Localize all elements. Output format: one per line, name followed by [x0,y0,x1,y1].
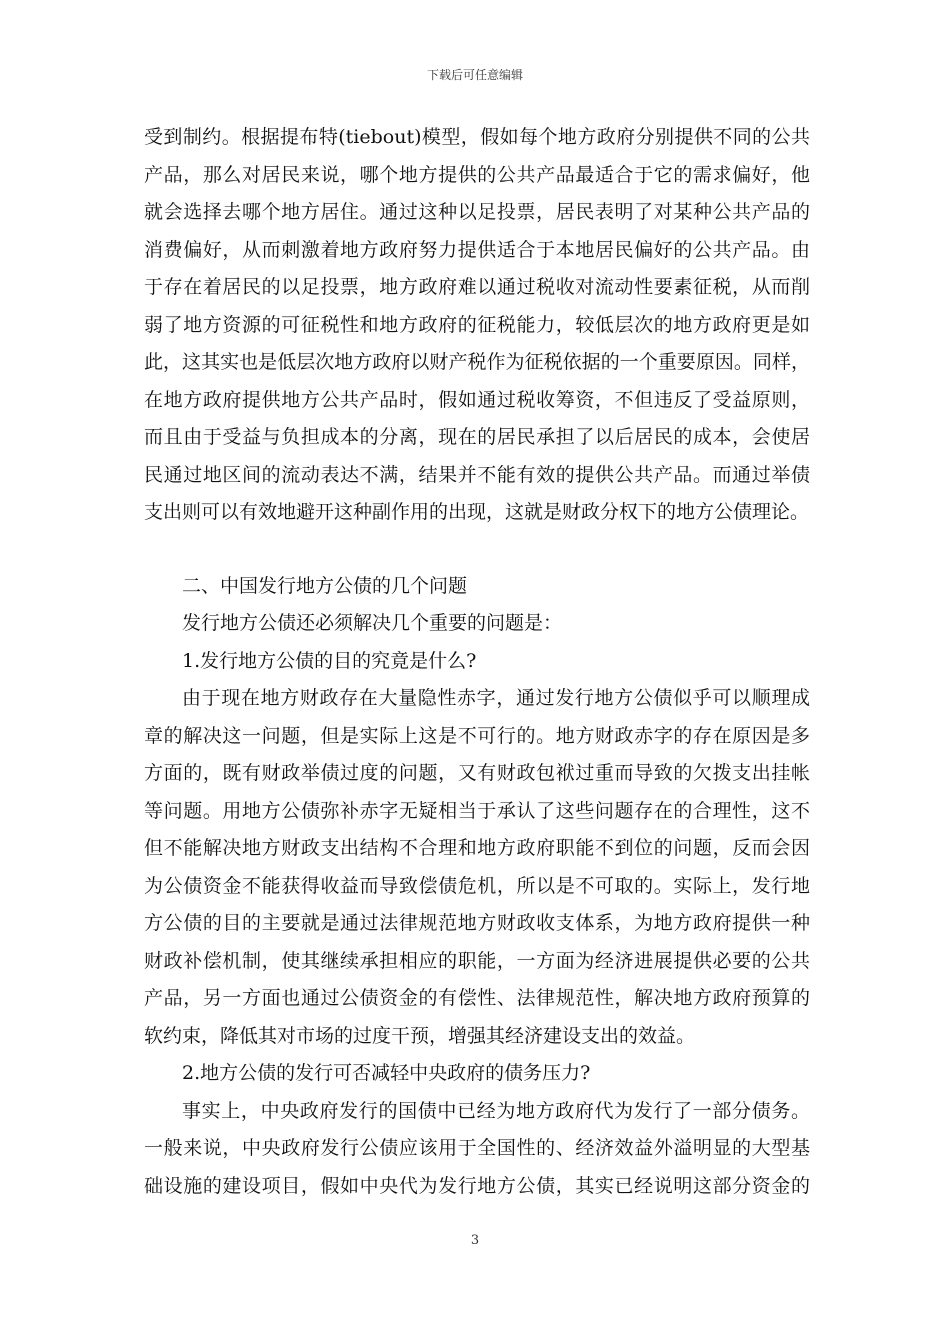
text-line: 章的解决这一问题，但是实际上这是不可行的。地方财政赤字的存在原因是多 [144,724,810,747]
page-number: 3 [470,1233,480,1248]
paragraph-central-debt [144,1093,810,1206]
text-line: 产品，那么对居民来说，哪个地方提供的公共产品最适合于它的需求偏好，他 [144,163,810,186]
text-line: 方公债的目的主要就是通过法律规范地方财政收支体系，为地方政府提供一种 [144,912,810,934]
text-line: 消费偏好，从而刺激着地方政府努力提供适合于本地居民偏好的公共产品。由 [144,238,810,261]
text-line: 由于现在地方财政存在大量隐性赤字，通过发行地方公债似乎可以顺理成 [182,687,810,709]
text-line: 等问题。用地方公债弥补赤字无疑相当于承认了这些问题存在的合理性，这不 [144,799,810,822]
text-line: 事实上，中央政府发行的国债中已经为地方政府代为发行了一部分债务。 [182,1099,810,1122]
text-line: 软约束，降低其对市场的过度干预，增强其经济建设支出的效益。 [144,1024,696,1047]
text-line: 弱了地方资源的可征税性和地方政府的征税能力，较低层次的地方政府更是如 [144,313,810,336]
paragraph-purpose [144,680,810,1055]
text-line: 于存在着居民的以足投票，地方政府难以通过税收对流动性要素征税，从而削 [144,276,810,298]
text-line: 受到制约。根据提布特(tiebout)模型，假如每个地方政府分别提供不同的公共 [144,126,810,148]
section-intro: 发行地方公债还必须解决几个重要的问题是： [182,612,563,634]
document-body [144,119,810,1205]
text-line: 财政补偿机制，使其继续承担相应的职能，一方面为经济进展提供必要的公共 [144,949,810,972]
text-line: 就会选择去哪个地方居住。通过这种以足投票，居民表明了对某种公共产品的 [144,201,810,223]
question-1-title: 1.发行地方公债的目的究竟是什么? [182,649,477,672]
text-line: 但不能解决地方财政支出结构不合理和地方政府职能不到位的问题，反而会因 [144,837,810,859]
page-header: 下载后可任意编辑 [426,68,523,82]
text-line: 而且由于受益与负担成本的分离，现在的居民承担了以后居民的成本，会使居 [144,426,810,448]
text-line: 为公债资金不能获得收益而导致偿债危机，所以是不可取的。实际上，发行地 [144,874,810,897]
text-line: 础设施的建设项目，假如中央代为发行地方公债，其实已经说明这部分资金的 [144,1174,810,1197]
text-line: 在地方政府提供地方公共产品时，假如通过税收筹资，不但违反了受益原则， [144,388,810,411]
paragraph-tiebout [144,119,810,532]
text-line: 产品，另一方面也通过公债资金的有偿性、法律规范性，解决地方政府预算的 [144,987,810,1009]
section-title: 二、中国发行地方公债的几个问题 [182,574,468,597]
text-line: 方面的，既有财政举债过度的问题，又有财政包袱过重而导致的欠拨支出挂帐 [144,762,810,784]
text-line: 一般来说，中央政府发行公债应该用于全国性的、经济效益外溢明显的大型基 [144,1137,810,1159]
text-line: 支出则可以有效地避开这种副作用的出现，这就是财政分权下的地方公债理论。 [144,501,810,523]
section-gap [144,532,810,568]
text-line: 此，这其实也是低层次地方政府以财产税作为征税依据的一个重要原因。同样， [144,351,810,373]
question-2-title: 2.地方公债的发行可否减轻中央政府的债务压力? [182,1062,591,1084]
text-line: 民通过地区间的流动表达不满，结果并不能有效的提供公共产品。而通过举债 [144,463,810,486]
